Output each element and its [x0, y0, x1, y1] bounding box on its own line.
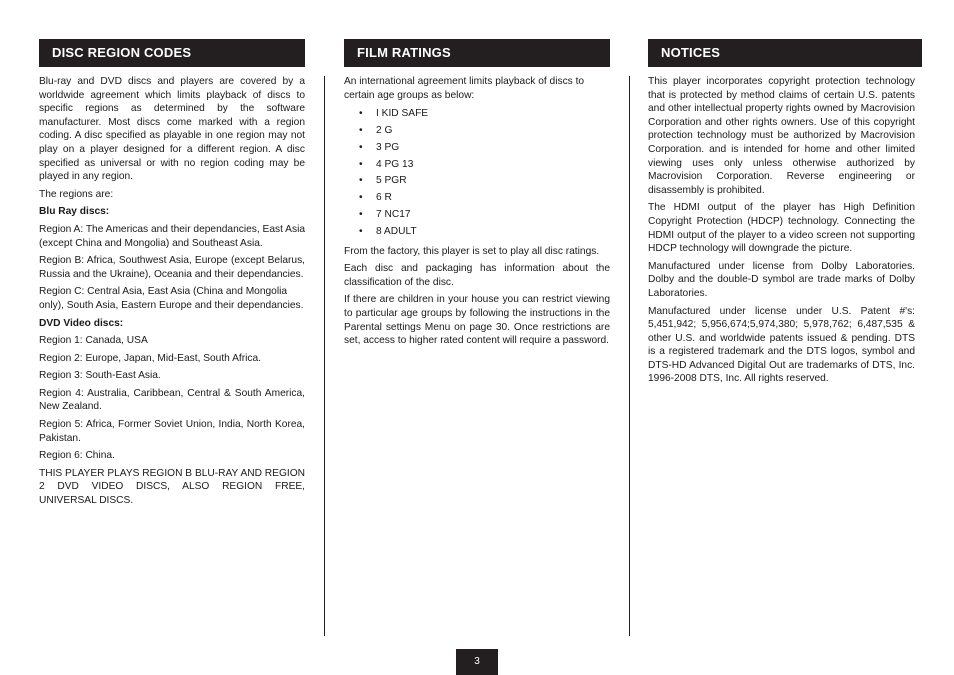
- paragraph: Region 5: Africa, Former Soviet Union, India, North Korea, Pakistan.: [39, 419, 305, 444]
- list-item: • 2 G: [344, 123, 610, 140]
- paragraph: Region A: The Americas and their dependancies, East Asia (except China and Mongolia) and Southeast Asia.: [39, 223, 305, 249]
- notices-section: [648, 39, 922, 390]
- paragraph: Region 2: Europe, Japan, Mid-East, South Africa.: [39, 352, 261, 364]
- paragraph: Manufactured under license from Dolby Laboratories. Dolby and the double-D symbol are trade marks of Dolby Laboratories.: [648, 260, 915, 299]
- paragraph: Manufactured under license under U.S. Patent #'s: 5,451,942; 5,956,674;5,974,380; 5,978,762; 6,487,535 & other U.S. and worldwide patents issued & pending. DTS is a registered trademark and the DTS logos, symbol and DTS-HD Advanced Digital Out are trademarks of DTS, Inc. 1996-2008 DTS, Inc. All rights reserved.: [648, 305, 915, 385]
- paragraph: Each disc and packaging has information about the classification of the disc.: [344, 263, 610, 288]
- list-item: • 6 R: [344, 190, 610, 207]
- paragraph: This player incorporates copyright protection technology that is protected by method claims of certain U.S. patents and other intellectual property rights owned by Macrovision Corporation and other rights owners. Use of this copyright protection technology must be authorized by Macrovision Corporation. and is intended for home and other limited viewing uses only unless otherwise authorized by Macrovision Corporation. Reverse engineering or disassembly is prohibited.: [648, 76, 915, 196]
- list-item: • I KID SAFE: [344, 106, 610, 123]
- bullet-icon: •: [359, 108, 363, 120]
- paragraph: An international agreement limits playback of discs to certain age groups as below:: [344, 76, 585, 101]
- section-body: [39, 75, 305, 508]
- section-body: [648, 75, 915, 386]
- subheading: DVD Video discs:: [39, 317, 124, 329]
- paragraph: The HDMI output of the player has High Definition Copyright Protection (HDCP) technology. Connecting the HDMI output of the player to a video screen not supporting HDCP technology will downgrade the picture.: [648, 202, 915, 255]
- bullet-icon: •: [359, 208, 363, 220]
- section-body: [344, 75, 610, 348]
- paragraph: Region 3: South-East Asia.: [39, 370, 161, 382]
- list-item: • 8 ADULT: [344, 224, 610, 241]
- section-title: NOTICES: [648, 39, 922, 67]
- bullet-icon: •: [359, 141, 363, 153]
- list-item: • 7 NC17: [344, 207, 610, 224]
- paragraph: From the factory, this player is set to play all disc ratings.: [344, 245, 600, 257]
- bullet-icon: •: [359, 192, 363, 204]
- paragraph: Blu-ray and DVD discs and players are covered by a worldwide agreement which limits playback of discs to specific regions as determined by the software manufacturer. Most discs come marked with a region coding. A disc specified as playable in one region may not play on a player designed for a different region. A disc specified as universal or with no region coding may be played in any region.: [39, 76, 305, 183]
- list-item: • 3 PG: [344, 140, 610, 157]
- paragraph: If there are children in your house you can restrict viewing to particular age groups by following the instructions in the Parental settings Menu on page 30. Once restrictions are set, access to higher rated content will require a password.: [344, 294, 610, 347]
- ratings-list: [344, 106, 610, 240]
- list-item: • 4 PG 13: [344, 157, 610, 174]
- film-ratings-section: [344, 39, 610, 352]
- page-number: 3: [456, 649, 498, 675]
- bullet-icon: •: [359, 158, 363, 170]
- disc-region-codes-section: [39, 39, 305, 512]
- section-title: FILM RATINGS: [344, 39, 610, 67]
- subheading: Blu Ray discs:: [39, 206, 110, 218]
- paragraph: Region 1: Canada, USA: [39, 335, 148, 347]
- bullet-icon: •: [359, 124, 363, 136]
- list-item: • 5 PGR: [344, 173, 610, 190]
- paragraph: The regions are:: [39, 188, 114, 200]
- paragraph: Region 6: China.: [39, 450, 115, 462]
- bullet-icon: •: [359, 175, 363, 187]
- column-divider: [324, 76, 325, 636]
- paragraph: Region C: Central Asia, East Asia (China and Mongolia only), South Asia, Eastern Europe and their dependancies.: [39, 286, 304, 311]
- column-divider: [629, 76, 630, 636]
- paragraph: Region B: Africa, Southwest Asia, Europe (except Belarus, Russia and the Ukraine), Oceania and their dependancies.: [39, 255, 305, 280]
- bullet-icon: •: [359, 225, 363, 237]
- section-title: DISC REGION CODES: [39, 39, 305, 67]
- paragraph: Region 4: Australia, Caribbean, Central & South America, New Zealand.: [39, 387, 305, 413]
- paragraph: THIS PLAYER PLAYS REGION B BLU-RAY AND REGION 2 DVD VIDEO DISCS, ALSO REGION FREE, UNIVERSAL DISCS.: [39, 467, 305, 507]
